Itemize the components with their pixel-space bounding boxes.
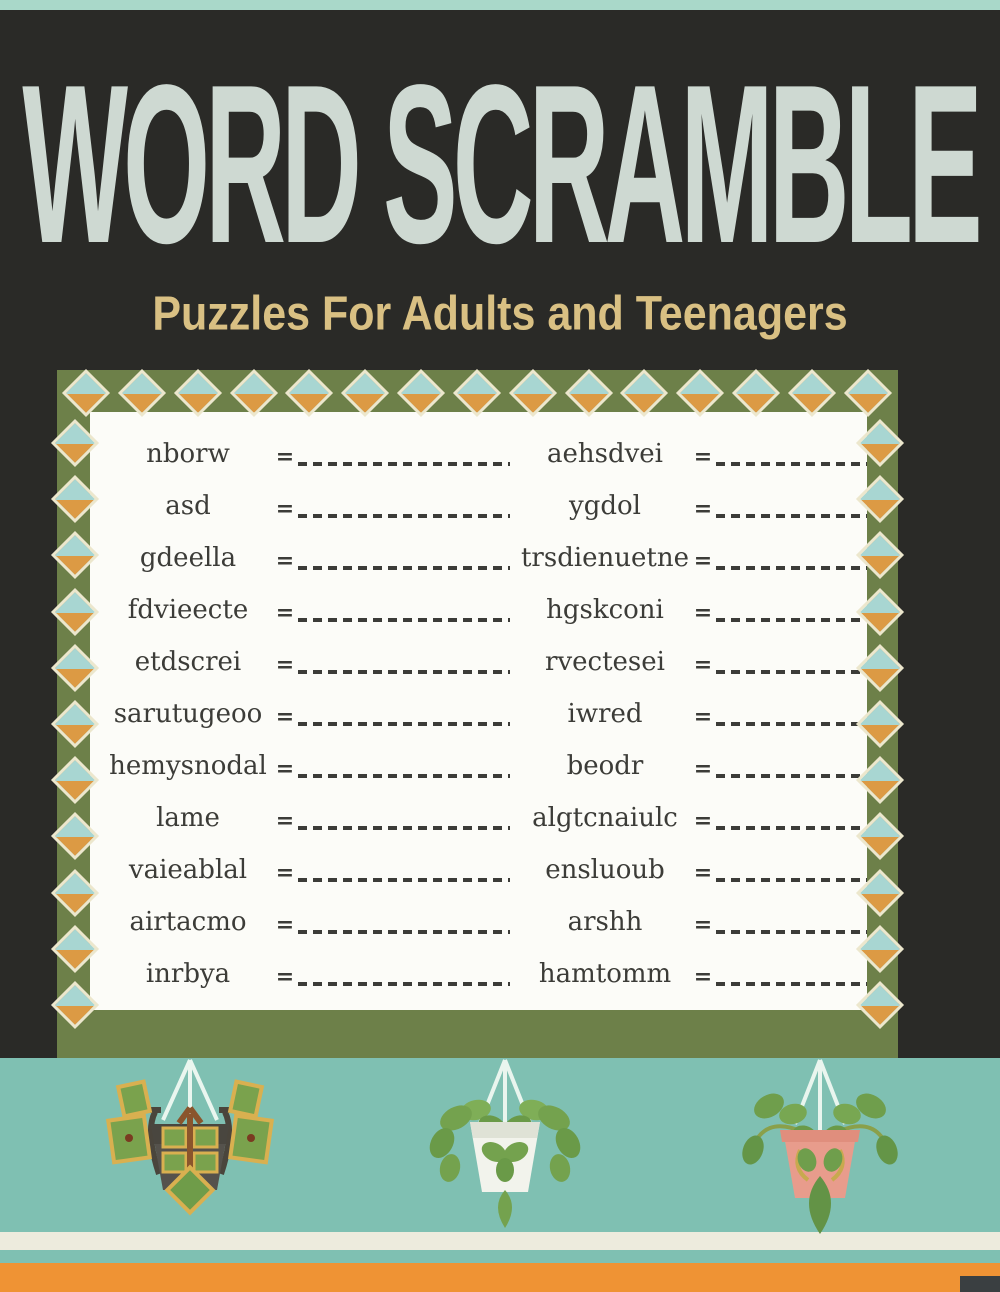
top-mint-strip (0, 0, 1000, 10)
equals-sign: = (693, 600, 713, 626)
equals-sign: = (275, 496, 295, 522)
scrambled-word-left: lame (156, 803, 220, 833)
puzzle-row (104, 480, 867, 532)
equals-sign: = (275, 964, 295, 990)
equals-sign: = (275, 808, 295, 834)
diamond-ornament (856, 644, 904, 692)
scrambled-word-right: hgskconi (546, 595, 664, 625)
answer-blank-right (716, 930, 867, 934)
cover-title: WORD SCRAMBLE (22, 38, 978, 291)
answer-blank-left (298, 878, 510, 882)
scrambled-word-right: aehsdvei (546, 439, 663, 469)
answer-blank-left (298, 462, 510, 466)
puzzle-row (104, 740, 867, 792)
equals-sign: = (693, 808, 713, 834)
diamond-ornament (51, 812, 99, 860)
diamond-ornament (856, 756, 904, 804)
diamond-ornament (174, 369, 222, 417)
diamond-border-left (58, 426, 92, 1022)
equals-sign: = (693, 912, 713, 938)
diamond-ornament (62, 369, 110, 417)
scrambled-word-left: vaieablal (128, 855, 248, 885)
puzzle-row (104, 792, 867, 844)
diamond-ornament (285, 369, 333, 417)
equals-sign: = (693, 496, 713, 522)
equals-sign: = (693, 652, 713, 678)
ornamental-frame (57, 370, 898, 1058)
scrambled-word-right: ygdol (569, 491, 641, 521)
answer-blank-right (716, 774, 867, 778)
answer-blank-left (298, 722, 510, 726)
puzzle-row (104, 584, 867, 636)
scrambled-word-right: trsdienuetne (520, 543, 690, 573)
diamond-ornament (118, 369, 166, 417)
scrambled-word-left: sarutugeoo (113, 699, 263, 729)
answer-blank-right (716, 670, 867, 674)
equals-sign: = (275, 704, 295, 730)
scrambled-word-right: hamtomm (538, 959, 672, 989)
answer-blank-right (716, 826, 867, 830)
diamond-ornament (565, 369, 613, 417)
scrambled-word-right: algtcnaiulc (532, 803, 678, 833)
equals-sign: = (275, 756, 295, 782)
diamond-border-top (69, 376, 885, 410)
diamond-border-right (863, 426, 897, 1022)
puzzle-rows (104, 428, 867, 1000)
scrambled-word-right: arshh (567, 907, 643, 937)
diamond-ornament (856, 475, 904, 523)
diamond-ornament (856, 981, 904, 1029)
answer-blank-left (298, 566, 510, 570)
diamond-ornament (856, 531, 904, 579)
diamond-ornament (51, 925, 99, 973)
diamond-ornament (856, 812, 904, 860)
equals-sign: = (275, 600, 295, 626)
scrambled-word-left: nborw (146, 439, 230, 469)
answer-blank-left (298, 930, 510, 934)
diamond-ornament (620, 369, 668, 417)
diamond-ornament (51, 868, 99, 916)
equals-sign: = (275, 860, 295, 886)
diamond-ornament (51, 981, 99, 1029)
hanging-plant-pink-pot-icon (735, 1058, 905, 1236)
diamond-ornament (51, 419, 99, 467)
puzzle-row (104, 948, 867, 1000)
diamond-ornament (856, 419, 904, 467)
scrambled-word-left: inrbya (145, 959, 231, 989)
diamond-ornament (51, 644, 99, 692)
scrambled-word-left: fdvieecte (127, 595, 249, 625)
scrambled-word-left: hemysnodal (109, 751, 267, 781)
equals-sign: = (693, 860, 713, 886)
diamond-ornament (453, 369, 501, 417)
diamond-ornament (51, 756, 99, 804)
diamond-ornament (229, 369, 277, 417)
answer-blank-right (716, 514, 867, 518)
answer-blank-left (298, 514, 510, 518)
equals-sign: = (693, 548, 713, 574)
scrambled-word-left: etdscrei (134, 647, 242, 677)
puzzle-row (104, 532, 867, 584)
diamond-ornament (856, 700, 904, 748)
footer-orange-strip (0, 1263, 1000, 1292)
answer-blank-right (716, 878, 867, 882)
diamond-ornament (856, 868, 904, 916)
diamond-ornament (341, 369, 389, 417)
equals-sign: = (275, 548, 295, 574)
scrambled-word-left: gdeella (139, 543, 237, 573)
equals-sign: = (693, 756, 713, 782)
diamond-ornament (676, 369, 724, 417)
cover-subtitle: Puzzles For Adults and Teenagers (152, 287, 848, 341)
diamond-ornament (51, 588, 99, 636)
equals-sign: = (693, 964, 713, 990)
footer-teal-strip (0, 1250, 1000, 1263)
scrambled-word-right: rvectesei (545, 647, 665, 677)
scrambled-word-right: beodr (566, 751, 644, 781)
diamond-ornament (856, 925, 904, 973)
equals-sign: = (275, 652, 295, 678)
answer-blank-left (298, 774, 510, 778)
puzzle-row (104, 428, 867, 480)
equals-sign: = (693, 444, 713, 470)
diamond-ornament (732, 369, 780, 417)
answer-blank-left (298, 826, 510, 830)
diamond-ornament (51, 531, 99, 579)
diamond-ornament (856, 588, 904, 636)
puzzle-row (104, 844, 867, 896)
equals-sign: = (693, 704, 713, 730)
answer-blank-right (716, 722, 867, 726)
scrambled-word-right: ensluoub (545, 855, 665, 885)
equals-sign: = (275, 912, 295, 938)
hanging-plant-dark-pot-icon (105, 1058, 275, 1236)
diamond-ornament (788, 369, 836, 417)
scrambled-word-right: iwred (567, 699, 643, 729)
answer-blank-right (716, 462, 867, 466)
diamond-ornament (397, 369, 445, 417)
answer-blank-right (716, 618, 867, 622)
answer-blank-left (298, 670, 510, 674)
puzzle-row (104, 688, 867, 740)
answer-blank-right (716, 566, 867, 570)
puzzle-row (104, 636, 867, 688)
answer-blank-left (298, 982, 510, 986)
hanging-plant-white-pot-icon (420, 1058, 590, 1236)
footer-corner-block (960, 1276, 1000, 1292)
diamond-ornament (844, 369, 892, 417)
diamond-ornament (509, 369, 557, 417)
puzzle-row (104, 896, 867, 948)
diamond-ornament (51, 700, 99, 748)
answer-blank-left (298, 618, 510, 622)
scrambled-word-left: asd (165, 491, 211, 521)
puzzle-panel (90, 412, 867, 1010)
answer-blank-right (716, 982, 867, 986)
scrambled-word-left: airtacmo (129, 907, 247, 937)
equals-sign: = (275, 444, 295, 470)
diamond-ornament (51, 475, 99, 523)
